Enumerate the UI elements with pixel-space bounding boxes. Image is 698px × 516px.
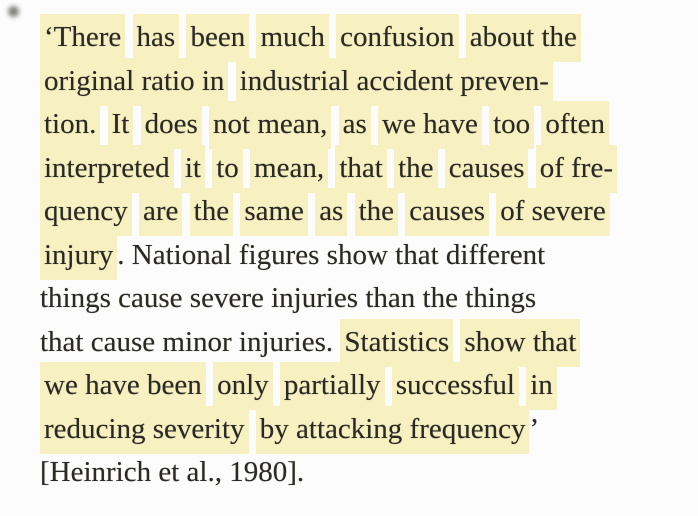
quote-line-6 [40, 234, 690, 278]
highlighted-word: partially [280, 362, 385, 410]
highlighted-word: too [489, 101, 534, 149]
highlighted-phrase: original ratio in [40, 58, 228, 106]
highlighted-phrase: not mean, [209, 101, 331, 149]
highlighted-word: does [141, 101, 202, 149]
quote-line-2 [40, 60, 690, 104]
highlighted-word: successful [392, 362, 519, 410]
highlighted-word: interpreted [40, 145, 174, 193]
highlighted-word: causes [445, 145, 529, 193]
highlighted-word: causes [405, 188, 489, 236]
highlighted-phrase: industrial accident preven- [236, 58, 553, 106]
highlighted-word: as [339, 101, 371, 149]
highlighted-word: the [190, 188, 233, 236]
highlighted-phrase: by attacking frequency [256, 406, 530, 454]
quote-line-3 [40, 103, 690, 147]
plain-text: . National figures show that different [117, 238, 546, 271]
quote-text-block [40, 16, 690, 495]
highlighted-word: are [139, 188, 182, 236]
highlighted-word: often [541, 101, 609, 149]
highlighted-word: same [240, 188, 308, 236]
quote-line-9 [40, 364, 690, 408]
highlighted-word: much [256, 14, 328, 62]
highlighted-word: the [355, 188, 398, 236]
highlighted-word: that [335, 145, 387, 193]
highlighted-phrase: reducing severity [40, 406, 249, 454]
highlighted-word: the [394, 145, 437, 193]
highlighted-word: injury [40, 232, 117, 280]
highlighted-word: only [213, 362, 273, 410]
highlighted-phrase: of fre- [536, 145, 617, 193]
quote-line-7 [40, 277, 690, 321]
quote-line-5 [40, 190, 690, 234]
citation-line [40, 451, 690, 495]
quote-line-8 [40, 321, 690, 365]
highlighted-word: quency [40, 188, 132, 236]
quote-line-4 [40, 147, 690, 191]
closing-quote-mark: ’ [529, 412, 540, 445]
quote-line-10 [40, 408, 690, 452]
highlighted-word: has [133, 14, 180, 62]
highlighted-phrase: about the [466, 14, 581, 62]
plain-text: that cause minor injuries. [40, 325, 334, 358]
highlighted-phrase: show that [460, 319, 580, 367]
highlighted-word: in [526, 362, 557, 410]
plain-text: things cause severe injuries than the things [40, 282, 537, 314]
citation-text: [Heinrich et al., 1980]. [40, 456, 305, 488]
highlighted-phrase: we have been [40, 362, 206, 410]
highlighted-word: it [181, 145, 205, 193]
quote-line-1 [40, 16, 690, 60]
scan-artifact-mark [8, 6, 19, 17]
highlighted-phrase: of severe [496, 188, 609, 236]
highlighted-word: been [186, 14, 249, 62]
highlighted-word: mean, [250, 145, 328, 193]
highlighted-word: to [212, 145, 243, 193]
highlighted-word: Statistics [340, 319, 453, 367]
highlighted-phrase: we have [378, 101, 482, 149]
highlighted-word: It [108, 101, 134, 149]
highlighted-word: ‘There [40, 14, 125, 62]
highlighted-word: tion. [40, 101, 100, 149]
highlighted-word: as [315, 188, 347, 236]
highlighted-word: confusion [336, 14, 458, 62]
